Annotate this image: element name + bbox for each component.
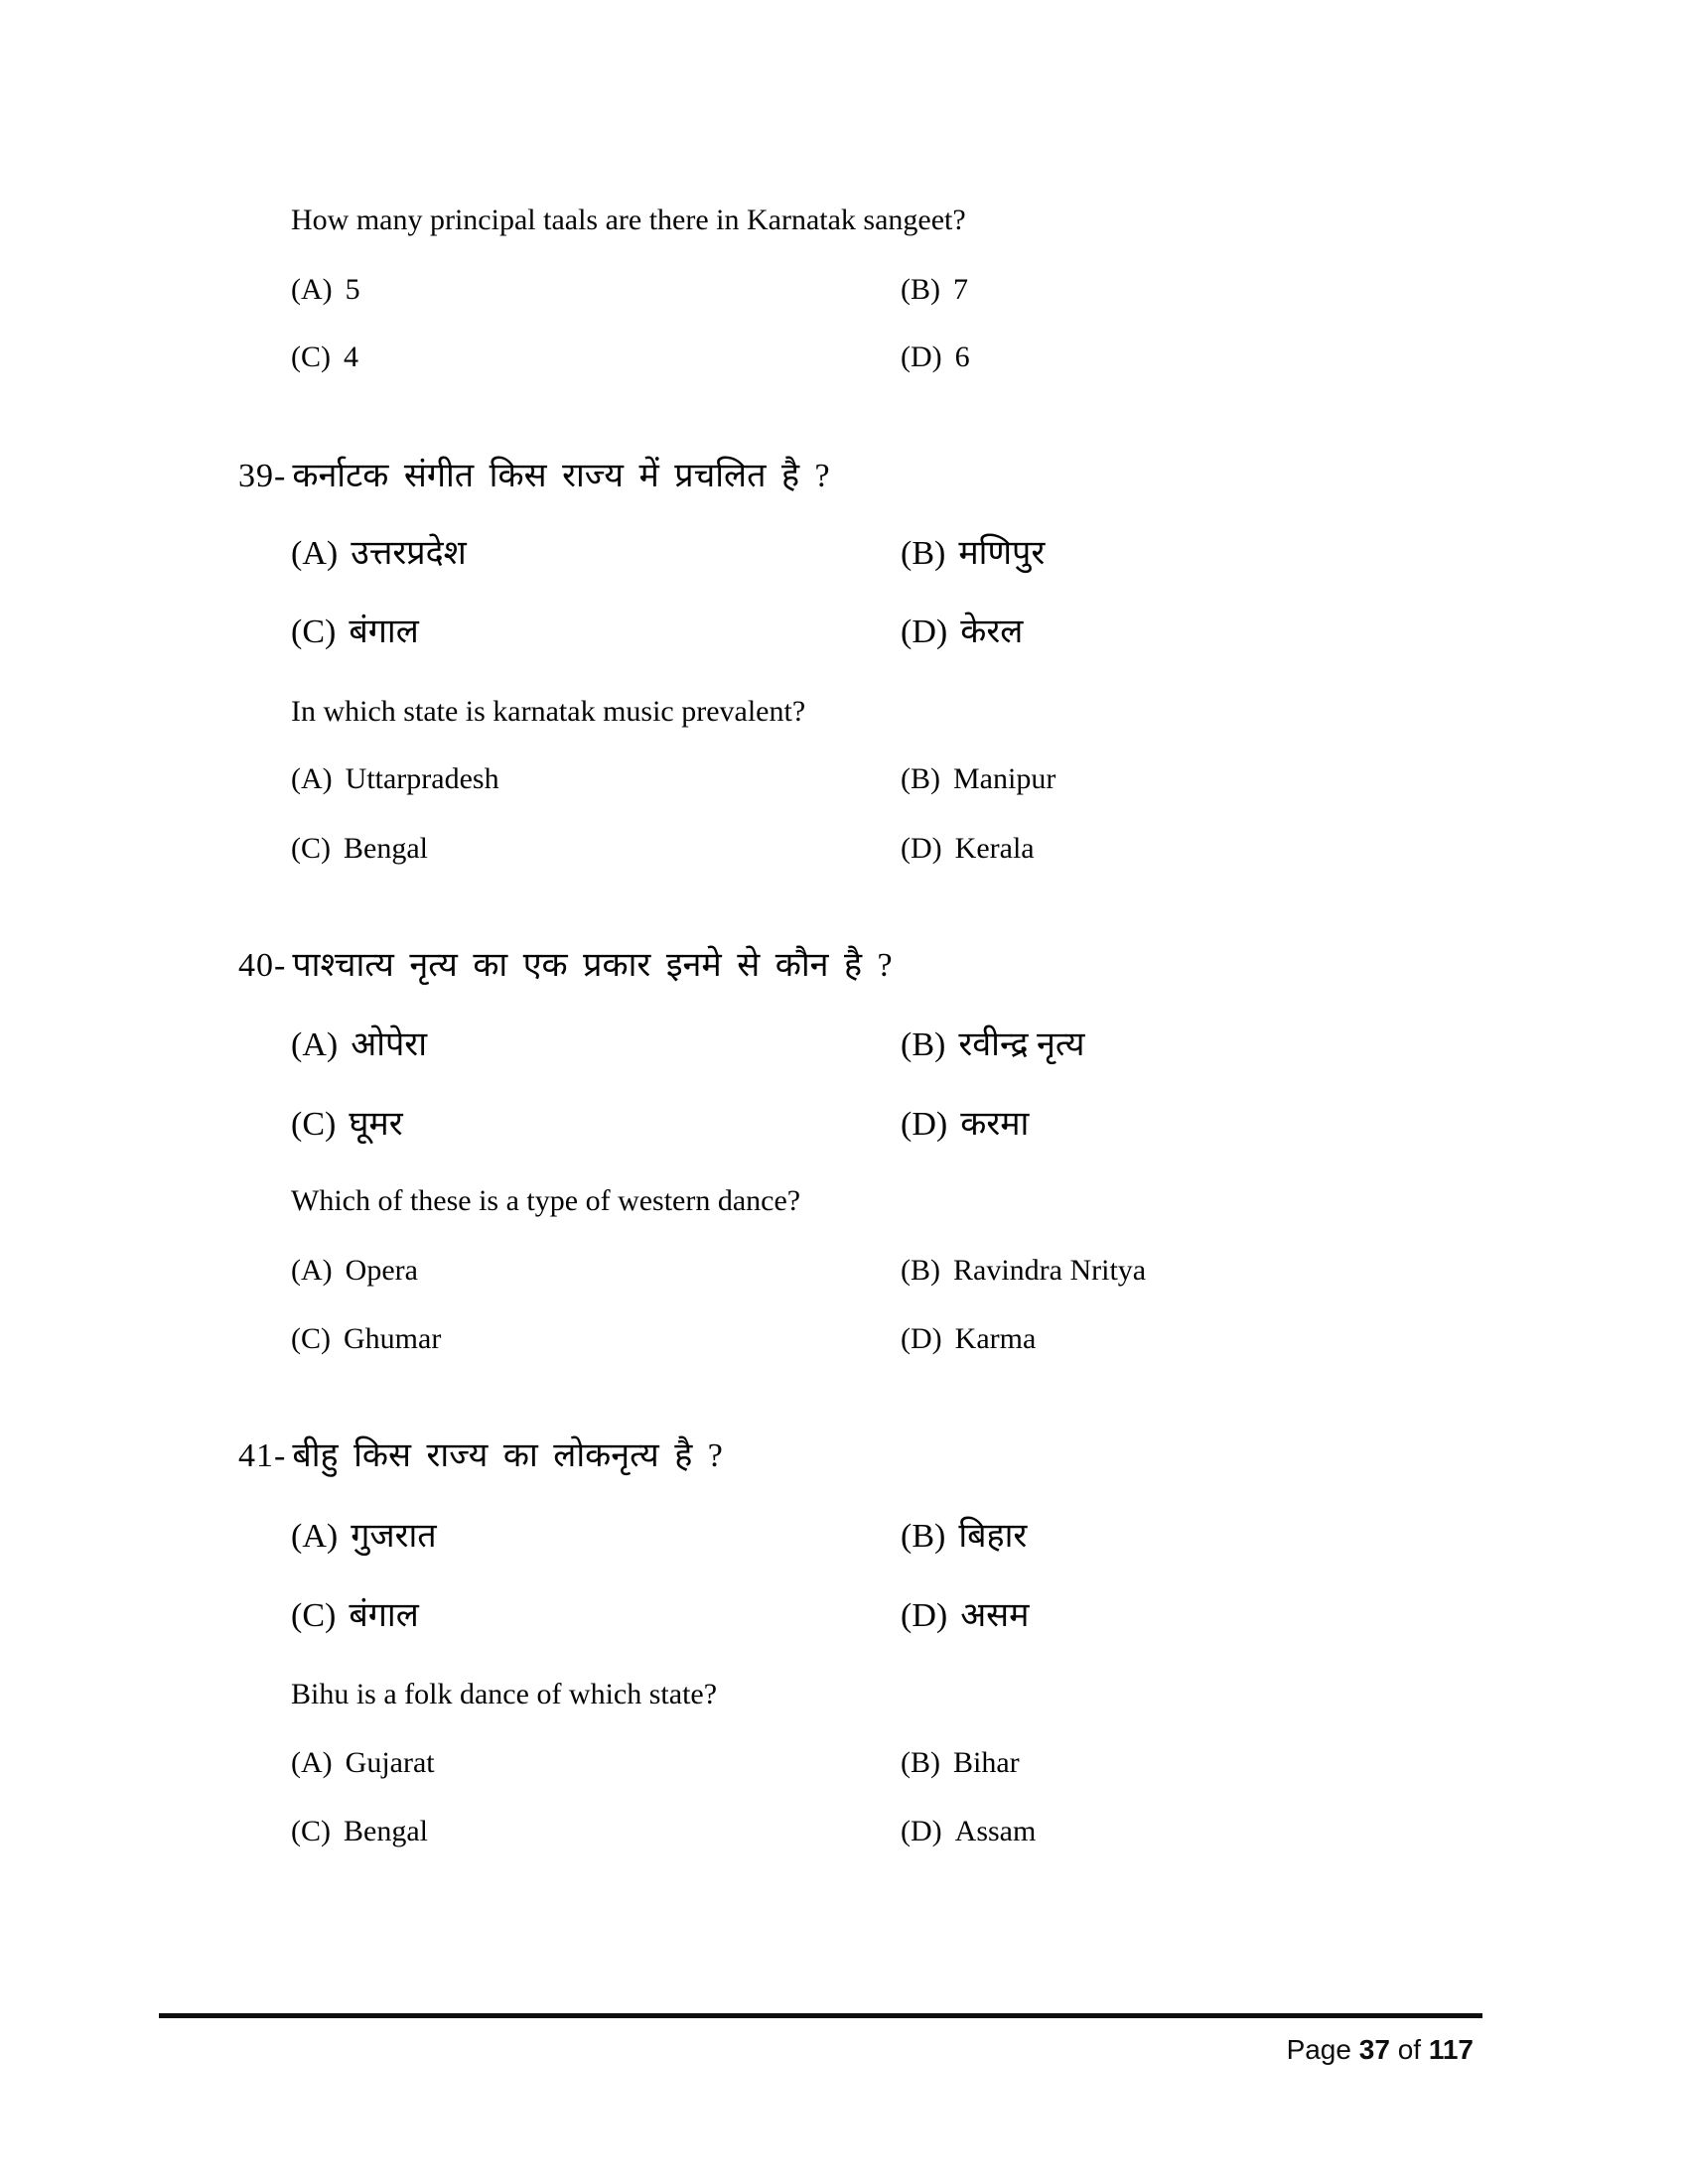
question-39-number: 39-	[238, 458, 287, 494]
option-39-c-en	[291, 832, 428, 865]
option-label: (C)	[291, 1815, 331, 1847]
option-41-c-en	[291, 1815, 428, 1847]
option-label: (A)	[291, 1746, 333, 1779]
question-38-en-options-row-ab	[291, 272, 968, 308]
option-label: (D)	[901, 832, 942, 865]
option-text: Gujarat	[345, 1746, 435, 1779]
question-38-en-options-row-cd	[291, 340, 970, 375]
option-text: असम	[960, 1597, 1030, 1634]
option-label: (A)	[291, 273, 333, 306]
question-40-en-options-row-ab	[291, 1253, 1147, 1289]
option-text: Karma	[954, 1322, 1037, 1355]
option-text: Kerala	[954, 832, 1035, 865]
footer-page-word: Page	[1286, 2034, 1351, 2065]
option-41-c-hi	[291, 1597, 419, 1634]
option-label: (C)	[291, 341, 331, 373]
question-41-hindi-text: बीहु किस राज्य का लोकनृत्य है ?	[292, 1437, 723, 1474]
option-label: (C)	[291, 614, 337, 650]
option-41-b-en	[901, 1745, 1020, 1781]
option-41-a-en	[291, 1746, 435, 1779]
option-text: ओपेरा	[351, 1026, 428, 1063]
footer-divider-line	[159, 2013, 1482, 2018]
option-label: (B)	[901, 273, 940, 306]
option-label: (A)	[291, 1254, 333, 1287]
footer-current-page: 37	[1358, 2034, 1390, 2065]
option-text: 7	[953, 273, 968, 306]
question-39-english-text: In which state is karnatak music prevalent?	[291, 695, 806, 728]
option-label: (C)	[291, 1322, 331, 1355]
option-text: Ravindra Nritya	[953, 1254, 1147, 1287]
question-41-en-options-row-ab	[291, 1745, 1020, 1781]
option-38-d	[901, 340, 970, 375]
option-text: Bengal	[344, 1815, 428, 1847]
option-label: (B)	[901, 1254, 940, 1287]
option-label: (B)	[901, 1746, 940, 1779]
question-39-en-options-row-ab	[291, 761, 1056, 797]
option-label: (C)	[291, 1106, 337, 1143]
question-41-heading	[238, 1433, 723, 1480]
option-text: 6	[954, 341, 970, 373]
option-label: (D)	[901, 614, 948, 650]
question-41-number: 41-	[238, 1437, 287, 1474]
question-40-english-text: Which of these is a type of western dance?	[291, 1184, 801, 1217]
option-38-c	[291, 341, 358, 373]
option-text: करमा	[960, 1106, 1030, 1143]
option-39-b-hi	[901, 530, 1045, 578]
question-41-hi-options-row-ab	[291, 1513, 1028, 1561]
question-41-en-options-row-cd	[291, 1814, 1037, 1849]
option-label: (D)	[901, 1106, 948, 1143]
option-40-b-en	[901, 1253, 1146, 1289]
option-text: गुजरात	[351, 1518, 437, 1555]
option-label: (B)	[901, 535, 946, 572]
option-label: (B)	[901, 1026, 946, 1063]
option-text: Bihar	[953, 1746, 1020, 1779]
option-label: (C)	[291, 832, 331, 865]
question-41-english-text: Bihu is a folk dance of which state?	[291, 1678, 718, 1710]
option-label: (B)	[901, 1518, 946, 1555]
option-38-a	[291, 273, 360, 306]
option-39-a-hi	[291, 535, 467, 572]
option-label: (D)	[901, 1322, 942, 1355]
option-label: (A)	[291, 535, 339, 572]
option-40-c-en	[291, 1322, 441, 1355]
option-40-a-hi	[291, 1026, 427, 1063]
option-text: 5	[345, 273, 360, 306]
option-label: (D)	[901, 1597, 948, 1634]
option-40-c-hi	[291, 1106, 403, 1143]
option-40-d-hi	[901, 1101, 1029, 1149]
question-40-hindi-text: पाश्चात्य नृत्य का एक प्रकार इनमे से कौन है ?	[292, 947, 893, 984]
option-41-d-hi	[901, 1592, 1030, 1640]
footer-of-word: of	[1397, 2034, 1422, 2065]
question-39-hi-options-row-ab	[291, 530, 1046, 578]
option-label: (C)	[291, 1597, 337, 1634]
question-39-heading	[238, 453, 830, 500]
footer-total-pages: 117	[1428, 2034, 1474, 2065]
option-40-d-en	[901, 1321, 1036, 1357]
option-text: Bengal	[344, 832, 428, 865]
question-40-en-options-row-cd	[291, 1321, 1037, 1357]
option-39-c-hi	[291, 614, 419, 650]
question-40-hi-options-row-cd	[291, 1101, 1030, 1149]
option-39-b-en	[901, 761, 1055, 797]
option-label: (A)	[291, 1518, 339, 1555]
question-38-english-text: How many principal taals are there in Karnatak sangeet?	[291, 204, 966, 236]
option-text: केरल	[960, 614, 1024, 650]
question-40-number: 40-	[238, 947, 287, 984]
option-text: Ghumar	[344, 1322, 442, 1355]
option-40-a-en	[291, 1254, 418, 1287]
option-41-a-hi	[291, 1518, 437, 1555]
option-text: बंगाल	[349, 1597, 419, 1634]
option-text: मणिपुर	[958, 535, 1046, 572]
option-label: (B)	[901, 762, 940, 795]
page-number-indicator	[1287, 2033, 1474, 2067]
option-label: (A)	[291, 762, 333, 795]
question-39-hi-options-row-cd	[291, 609, 1024, 656]
option-39-d-hi	[901, 609, 1023, 656]
option-41-b-hi	[901, 1513, 1027, 1561]
question-41-hi-options-row-cd	[291, 1592, 1030, 1640]
option-label: (D)	[901, 1815, 942, 1847]
question-39-hindi-text: कर्नाटक संगीत किस राज्य में प्रचलित है ?	[292, 458, 830, 494]
option-label: (D)	[901, 341, 942, 373]
option-text: बिहार	[958, 1518, 1028, 1555]
option-text: Assam	[954, 1815, 1037, 1847]
option-40-b-hi	[901, 1022, 1084, 1069]
option-text: उत्तरप्रदेश	[351, 535, 467, 572]
option-label: (A)	[291, 1026, 339, 1063]
option-text: 4	[344, 341, 358, 373]
option-39-a-en	[291, 762, 499, 795]
question-39-en-options-row-cd	[291, 831, 1035, 867]
option-text: Manipur	[953, 762, 1056, 795]
question-40-hi-options-row-ab	[291, 1022, 1085, 1069]
option-text: बंगाल	[349, 614, 419, 650]
option-38-b	[901, 272, 968, 308]
option-text: घूमर	[349, 1106, 403, 1143]
question-40-heading	[238, 942, 893, 990]
option-41-d-en	[901, 1814, 1036, 1849]
option-39-d-en	[901, 831, 1035, 867]
option-text: Opera	[345, 1254, 418, 1287]
option-text: Uttarpradesh	[345, 762, 499, 795]
option-text: रवीन्द्र नृत्य	[958, 1026, 1085, 1063]
